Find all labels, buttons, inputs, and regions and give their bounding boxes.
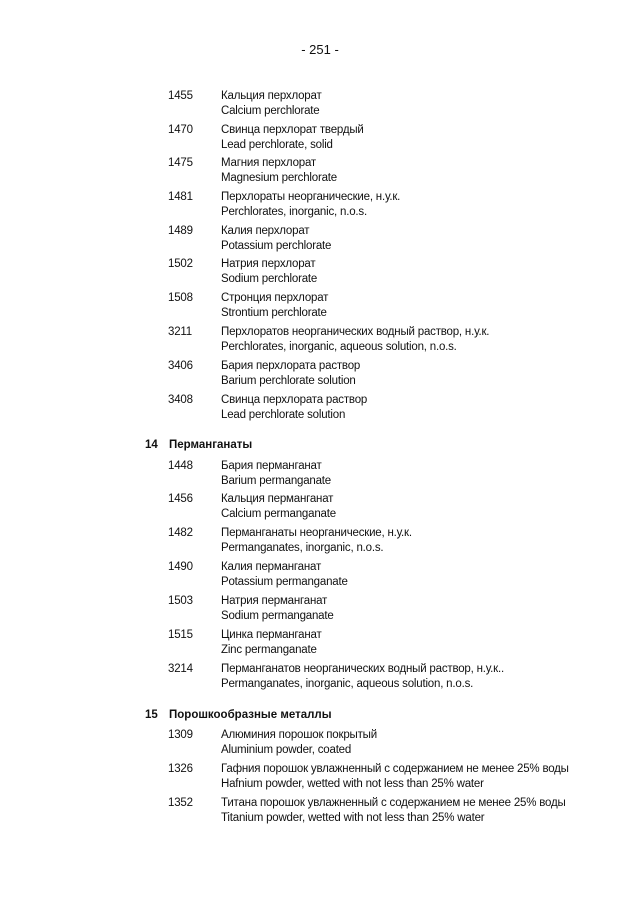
entry-names [221,190,400,220]
un-code: 3211 [168,326,192,338]
un-code: 1515 [168,629,193,641]
section-number: 14 [145,439,158,451]
name-en: Aluminium powder, coated [221,744,352,756]
entry-names [221,359,360,389]
entry-names [221,89,322,119]
un-code: 1503 [168,595,193,607]
name-en: Perchlorates, inorganic, n.o.s. [221,206,367,218]
name-ru: Бария перхлората раствор [221,360,361,372]
entry-names [221,526,412,556]
name-en: Calcium perchlorate [221,105,320,117]
section-title: Перманганаты [169,439,253,451]
name-en: Sodium permanganate [221,610,334,622]
un-code: 1326 [168,763,193,775]
name-ru: Натрия перманганат [221,595,328,607]
name-ru: Перхлораты неорганические, н.у.к. [221,191,401,203]
name-en: Potassium perchlorate [221,240,332,252]
name-en: Hafnium powder, wetted with not less than 25% water [221,778,484,790]
un-code: 1475 [168,157,193,169]
un-code: 1481 [168,191,193,203]
name-ru: Перманганатов неорганических водный раствор, н.у.к.. [221,663,504,675]
entry-names [221,662,504,692]
un-code: 3408 [168,394,193,406]
name-en: Potassium permanganate [221,576,348,588]
entry-names [221,325,489,355]
un-code: 1455 [168,90,193,102]
name-ru: Калия перхлорат [221,225,310,237]
name-ru: Стронция перхлорат [221,292,329,304]
page-number: - 251 - [301,42,339,57]
name-ru: Магния перхлорат [221,157,316,169]
un-code: 1502 [168,258,193,270]
name-en: Zinc permanganate [221,644,317,656]
name-en: Lead perchlorate, solid [221,139,333,151]
name-ru: Гафния порошок увлажненный с содержанием не менее 25% воды [221,763,569,775]
name-en: Barium permanganate [221,475,331,487]
entry-names [221,762,569,792]
name-ru: Свинца перхлората раствор [221,394,368,406]
section-number: 15 [145,709,158,721]
un-code: 1309 [168,729,193,741]
entry-names [221,291,328,321]
entry-names [221,628,322,658]
name-en: Permanganates, inorganic, aqueous solution, n.o.s. [221,678,474,690]
name-ru: Калия перманганат [221,561,322,573]
entry-names [221,492,336,522]
name-ru: Кальция перхлорат [221,90,322,102]
name-en: Sodium perchlorate [221,273,318,285]
un-code: 1456 [168,493,193,505]
un-code: 1482 [168,527,193,539]
name-ru: Титана порошок увлажненный с содержанием не менее 25% воды [221,797,566,809]
name-ru: Цинка перманганат [221,629,322,641]
entry-names [221,224,331,254]
name-en: Perchlorates, inorganic, aqueous solution, n.o.s. [221,341,457,353]
entry-names [221,123,364,153]
name-en: Lead perchlorate solution [221,409,346,421]
name-en: Permanganates, inorganic, n.o.s. [221,542,384,554]
un-code: 1470 [168,124,193,136]
name-ru: Бария перманганат [221,460,322,472]
name-ru: Свинца перхлорат твердый [221,124,364,136]
entry-names [221,459,331,489]
section-title: Порошкообразные металлы [169,709,332,721]
name-ru: Натрия перхлорат [221,258,316,270]
name-en: Barium perchlorate solution [221,375,356,387]
name-ru: Перхлоратов неорганических водный раствор, н.у.к. [221,326,490,338]
un-code: 1508 [168,292,193,304]
entry-names [221,393,367,423]
entry-names [221,156,337,186]
un-code: 1489 [168,225,193,237]
un-code: 1352 [168,797,193,809]
name-ru: Алюминия порошок покрытый [221,729,377,741]
entry-names [221,594,334,624]
name-en: Strontium perchlorate [221,307,327,319]
un-code: 3406 [168,360,193,372]
name-en: Magnesium perchlorate [221,172,337,184]
name-ru: Кальция перманганат [221,493,334,505]
name-en: Calcium permanganate [221,508,336,520]
name-ru: Перманганаты неорганические, н.у.к. [221,527,412,539]
un-code: 3214 [168,663,193,675]
un-code: 1490 [168,561,193,573]
entry-names [221,728,377,758]
un-code: 1448 [168,460,193,472]
entry-names [221,257,317,287]
entry-names [221,560,348,590]
name-en: Titanium powder, wetted with not less than 25% water [221,812,485,824]
entry-names [221,796,566,826]
